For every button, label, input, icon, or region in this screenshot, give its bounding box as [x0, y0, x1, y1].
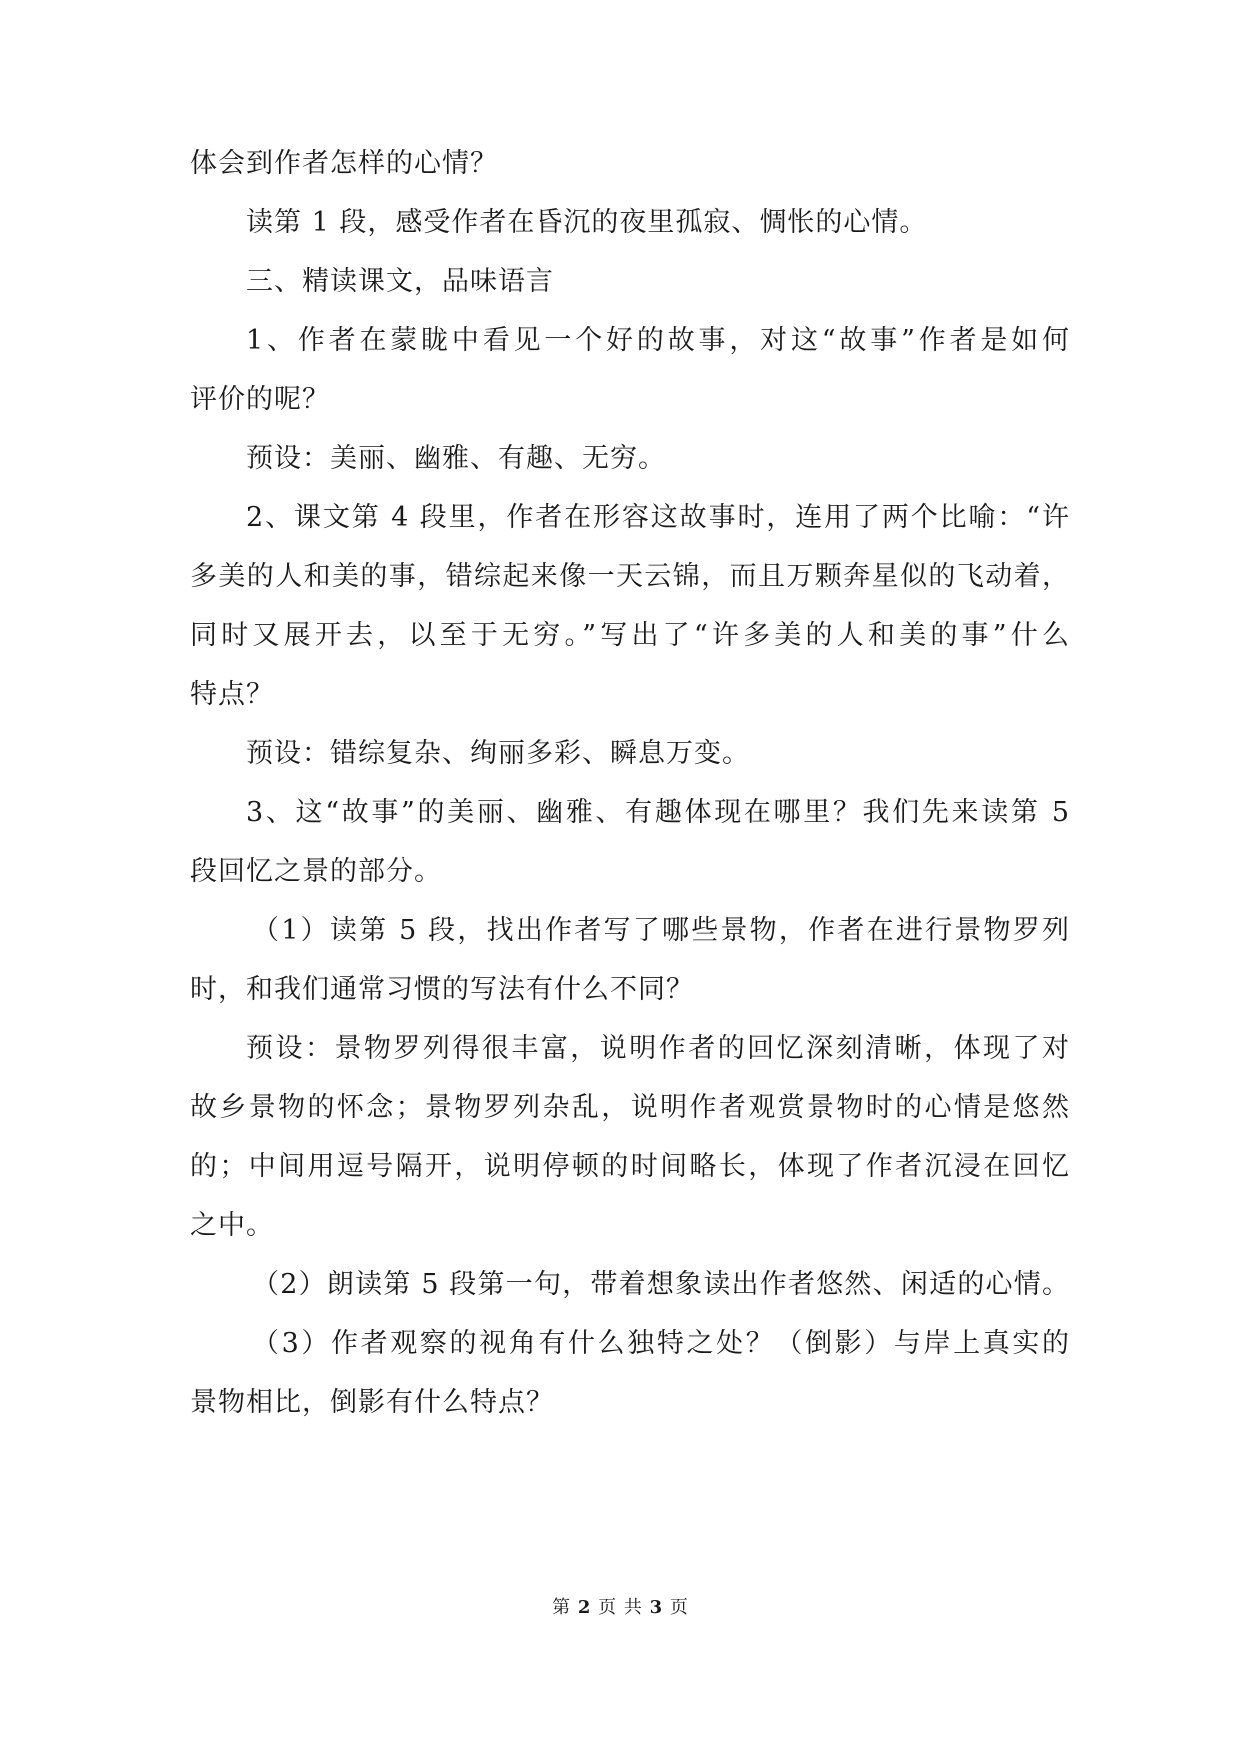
text-line: 多美的人和美的事，错综起来像一天云锦，而且万颗奔星似的飞动着，: [190, 561, 1070, 592]
footer-prefix: 第: [552, 1597, 572, 1618]
text-line: 评价的呢？: [190, 384, 330, 415]
text-line: 预设：景物罗列得很丰富，说明作者的回忆深刻清晰，体现了对: [246, 1033, 1070, 1064]
text-line: 景物相比，倒影有什么特点？: [190, 1387, 554, 1418]
text-line: （2）朗读第 5 段第一句，带着想象读出作者悠然、闲适的心情。: [252, 1269, 1070, 1300]
text-line: 段回忆之景的部分。: [190, 856, 442, 887]
total-pages: 3: [649, 1597, 664, 1618]
text-line: 故乡景物的怀念；景物罗列杂乱，说明作者观赏景物时的心情是悠然: [190, 1092, 1070, 1123]
text-line: 预设：错综复杂、绚丽多彩、瞬息万变。: [246, 738, 750, 769]
text-line: 1、作者在蒙眬中看见一个好的故事，对这“故事”作者是如何: [246, 325, 1070, 356]
text-line: 同时又展开去，以至于无穷。”写出了“许多美的人和美的事”什么: [190, 620, 1070, 651]
footer-suffix: 页: [669, 1597, 689, 1618]
text-line: 3、这“故事”的美丽、幽雅、有趣体现在哪里？我们先来读第 5: [246, 797, 1070, 828]
text-line: （1）读第 5 段，找出作者写了哪些景物，作者在进行景物罗列: [252, 915, 1070, 946]
text-line: 时，和我们通常习惯的写法有什么不同？: [190, 974, 694, 1005]
page-footer: [0, 1596, 1241, 1620]
text-line: 预设：美丽、幽雅、有趣、无穷。: [246, 443, 666, 474]
page-number: 2: [577, 1597, 592, 1618]
text-line: 2、课文第 4 段里，作者在形容这故事时，连用了两个比喻：“许: [246, 502, 1070, 533]
text-line: 的；中间用逗号隔开，说明停顿的时间略长，体现了作者沉浸在回忆: [190, 1151, 1070, 1182]
text-line: 体会到作者怎样的心情？: [190, 148, 498, 179]
text-line: 之中。: [190, 1210, 274, 1241]
text-line: 特点？: [190, 679, 274, 710]
section-heading: 三、精读课文，品味语言: [246, 266, 554, 297]
footer-middle: 页 共: [598, 1597, 643, 1618]
text-line: （3）作者观察的视角有什么独特之处？（倒影）与岸上真实的: [252, 1328, 1070, 1359]
text-line: 读第 1 段，感受作者在昏沉的夜里孤寂、惆怅的心情。: [246, 207, 928, 238]
